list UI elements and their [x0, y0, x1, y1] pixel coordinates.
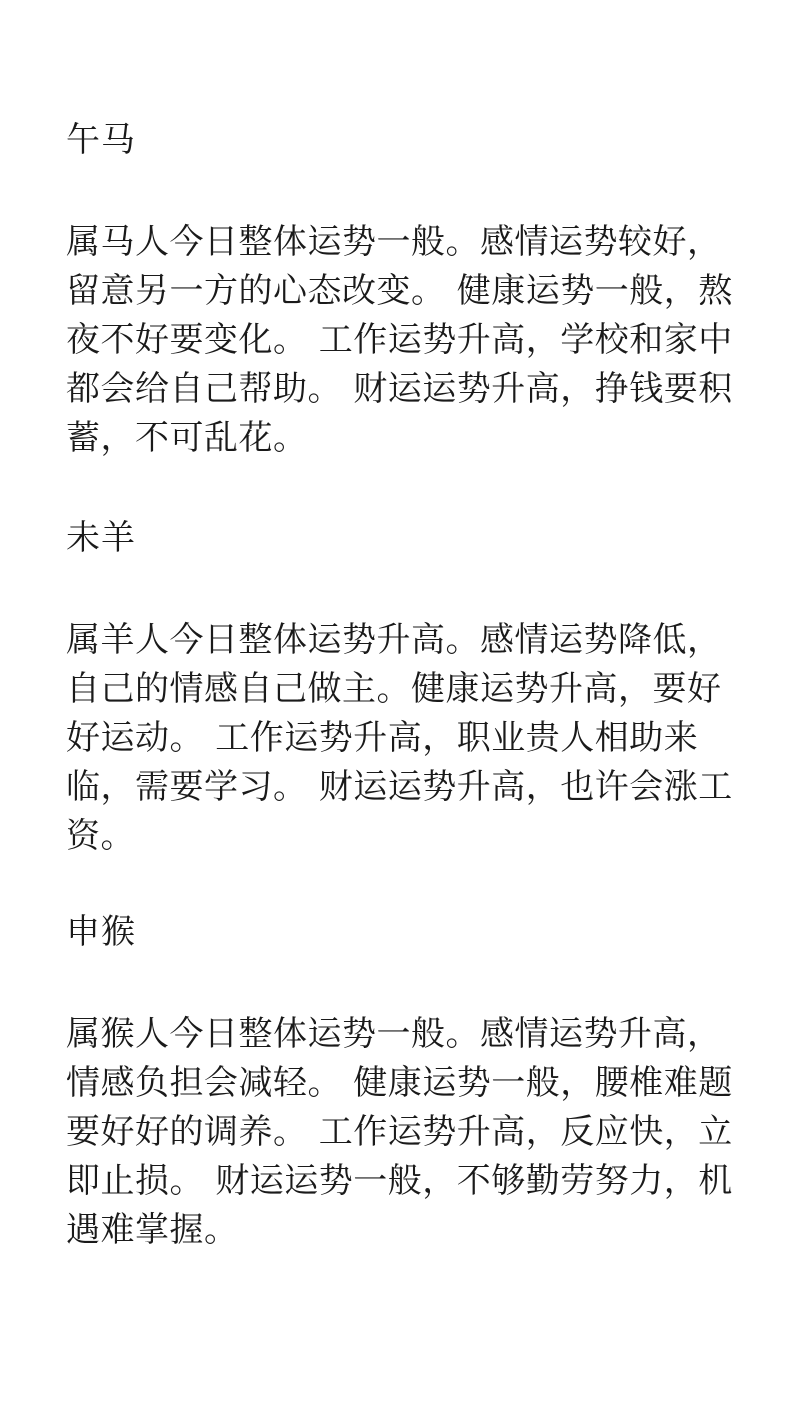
section-heading: 午马 [66, 120, 136, 160]
section-paragraph: 属马人今日整体运势一般。感情运势较好，留意另一方的心态改变。 健康运势一般，熬夜不好要变化。 工作运势升高，学校和家中都会给自己帮助。 财运运势升高，挣钱要积蓄，不可乱花。 [66, 222, 733, 458]
section-paragraph: 属羊人今日整体运势升高。感情运势降低，自己的情感自己做主。健康运势升高，要好好运动。 工作运势升高，职业贵人相助来临，需要学习。 财运运势升高，也许会涨工资。 [66, 620, 733, 856]
zodiac-section-monkey [66, 912, 734, 1250]
zodiac-section-goat [66, 518, 734, 856]
section-heading: 未羊 [66, 518, 136, 558]
section-paragraph: 属猴人今日整体运势一般。感情运势升高，情感负担会减轻。 健康运势一般，腰椎难题要好好的调养。 工作运势升高，反应快，立即止损。 财运运势一般，不够勤劳努力，机遇难掌握。 [66, 1014, 733, 1250]
zodiac-section-horse [66, 120, 734, 458]
section-heading: 申猴 [66, 912, 136, 952]
